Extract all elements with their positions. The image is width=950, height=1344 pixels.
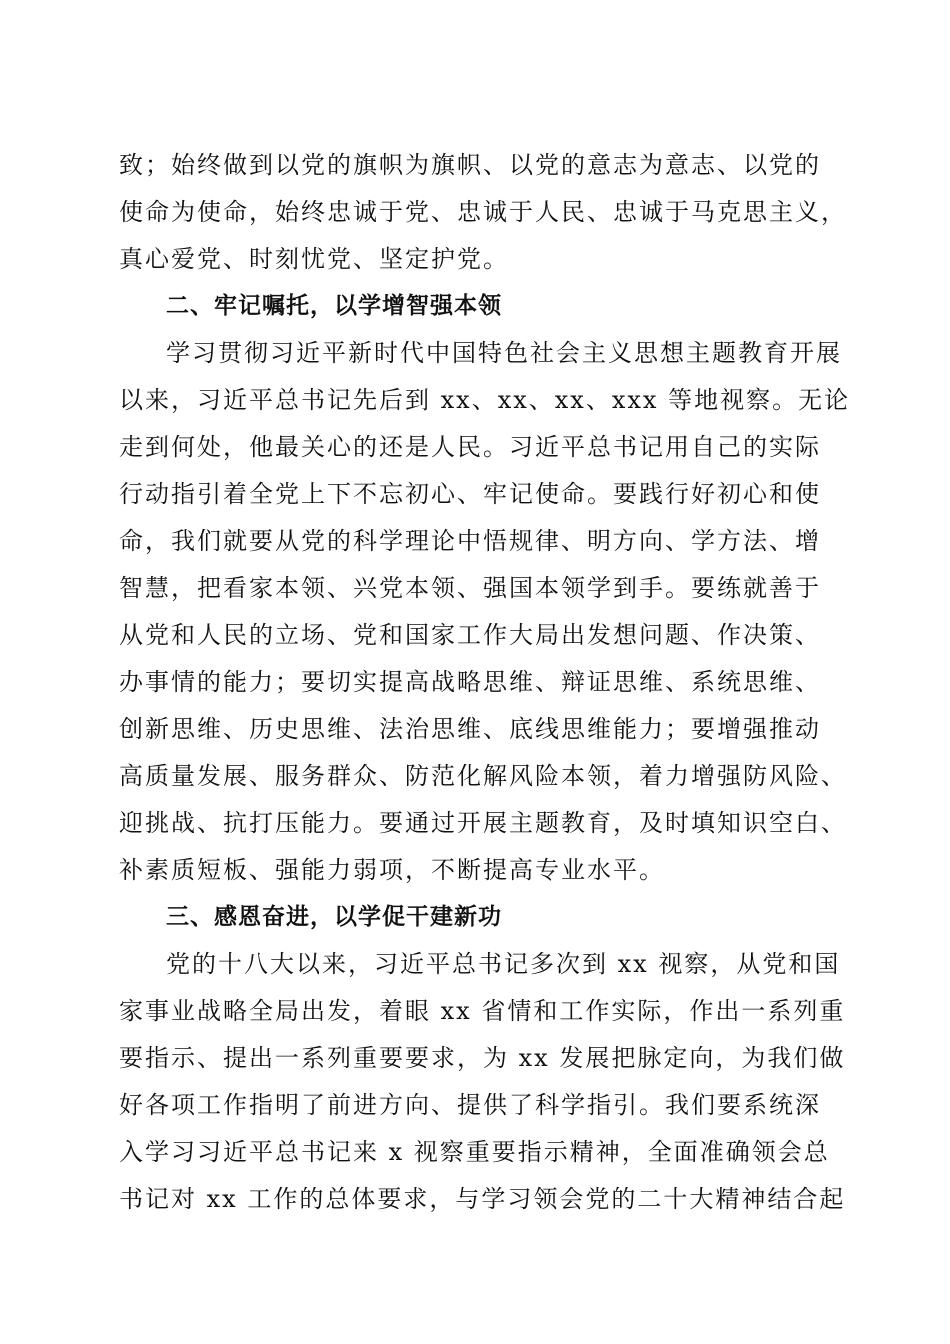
paragraph-2-line: 办事情的能力；要切实提高战略思维、辩证思维、系统思维、 — [119, 668, 821, 696]
paragraph-3-line: 家事业战略全局出发，着眼 xx 省情和工作实际，作出一系列重 — [119, 997, 846, 1025]
paragraph-2-line: 命，我们就要从党的科学理论中悟规律、明方向、学方法、增 — [119, 527, 821, 555]
paragraph-3-line: 党的十八大以来，习近平总书记多次到 xx 视察，从党和国 — [166, 950, 841, 978]
paragraph-2-line: 学习贯彻习近平新时代中国特色社会主义思想主题教育开展 — [166, 339, 842, 367]
paragraph-1-line: 真心爱党、时刻忧党、坚定护党。 — [119, 245, 509, 273]
paragraph-2-line: 高质量发展、服务群众、防范化解风险本领，着力增强防风险、 — [119, 762, 847, 790]
section-heading-2: 二、牢记嘱托，以学增智强本领 — [166, 293, 502, 319]
paragraph-3-line: 好各项工作指明了前进方向、提供了科学指引。我们要系统深 — [119, 1091, 821, 1119]
paragraph-2-line: 行动指引着全党上下不忘初心、牢记使命。要践行好初心和使 — [119, 480, 821, 508]
paragraph-3-line: 书记对 xx 工作的总体要求，与学习领会党的二十大精神结合起 — [119, 1185, 846, 1213]
document-body — [119, 142, 851, 1223]
paragraph-2-line: 走到何处，他最关心的还是人民。习近平总书记用自己的实际 — [119, 433, 821, 461]
paragraph-3-line: 要指示、提出一系列重要要求，为 xx 发展把脉定向，为我们做 — [119, 1044, 846, 1072]
paragraph-2-line: 从党和人民的立场、党和国家工作大局出发想问题、作决策、 — [119, 621, 821, 649]
section-heading-3: 三、感恩奋进，以学促干建新功 — [166, 904, 502, 930]
paragraph-1-line: 使命为使命，始终忠诚于党、忠诚于人民、忠诚于马克思主义， — [119, 198, 847, 226]
paragraph-2-line: 补素质短板、强能力弱项，不断提高专业水平。 — [119, 856, 665, 884]
paragraph-2-line: 智慧，把看家本领、兴党本领、强国本领学到手。要练就善于 — [119, 574, 821, 602]
paragraph-3-line: 入学习习近平总书记来 x 视察重要指示精神，全面准确领会总 — [119, 1138, 830, 1166]
paragraph-2-line: 以来，习近平总书记先后到 xx、xx、xx、xxx 等地视察。无论 — [119, 386, 851, 414]
paragraph-2-line: 迎挑战、抗打压能力。要通过开展主题教育，及时填知识空白、 — [119, 809, 847, 837]
paragraph-1-line: 致；始终做到以党的旗帜为旗帜、以党的意志为意志、以党的 — [119, 151, 821, 179]
paragraph-2-line: 创新思维、历史思维、法治思维、底线思维能力；要增强推动 — [119, 715, 821, 743]
